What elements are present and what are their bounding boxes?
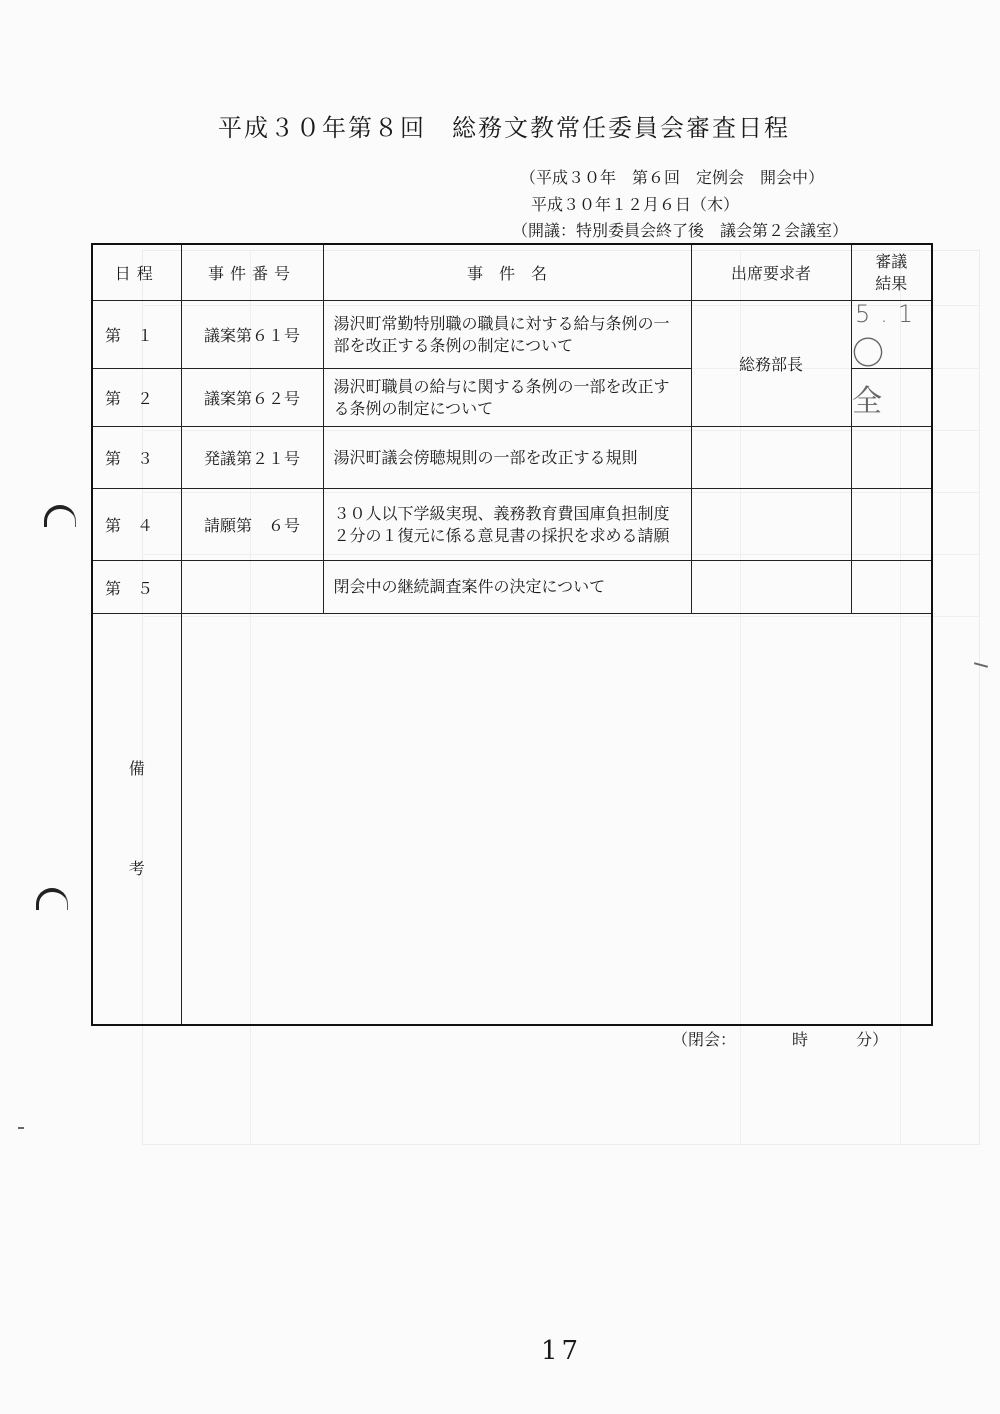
table-row: [92, 301, 932, 369]
handwritten-vote-count: 5.1: [855, 300, 924, 328]
scan-speck: [18, 1127, 24, 1129]
punch-hole: [36, 888, 68, 910]
remarks-row: [92, 614, 932, 1025]
header-schedule: 日程: [92, 244, 181, 301]
document-title: 平成３０年第８回 総務文教常任委員会審査日程: [218, 114, 790, 142]
result-cell: [851, 489, 932, 561]
table-row: [92, 489, 932, 561]
remarks-char: 考: [128, 858, 145, 878]
session-info: （平成３０年 第６回 定例会 開会中）: [520, 168, 825, 187]
case-number: 議案第６２号: [181, 369, 323, 427]
case-name: 閉会中の継続調査案件の決定について: [323, 561, 691, 614]
handwritten-unanimous: 全: [852, 384, 882, 419]
case-name: 湯沢町職員の給与に関する条例の一部を改正する条例の制定について: [323, 369, 691, 427]
header-attendance: 出席要求者: [691, 244, 851, 301]
header-result-line1: 審議: [875, 251, 908, 271]
punch-hole: [44, 505, 76, 527]
attendance-requested: 総務部長: [691, 301, 851, 427]
schedule-number: 第 ２: [92, 369, 181, 427]
table-row: [92, 427, 932, 489]
case-name: 湯沢町議会傍聴規則の一部を改正する規則: [323, 427, 691, 489]
case-number: 発議第２１号: [181, 427, 323, 489]
table-header-row: [92, 244, 932, 301]
case-number: 議案第６１号: [181, 301, 323, 369]
attendance-cell: [691, 427, 851, 489]
remarks-area: [181, 614, 932, 1025]
schedule-number: 第 １: [92, 301, 181, 369]
remarks-char: 備: [128, 758, 145, 778]
header-result-line2: 結果: [875, 273, 908, 293]
result-cell: [851, 427, 932, 489]
meeting-date: 平成３０年１２月６日（木）: [531, 195, 740, 214]
header-case-number: 事件番号: [181, 244, 323, 301]
header-result: [851, 244, 932, 301]
schedule-number: 第 ５: [92, 561, 181, 614]
result-cell: [851, 561, 932, 614]
schedule-table: [91, 243, 933, 1026]
table-row: [92, 561, 932, 614]
case-name: ３０人以下学級実現、義務教育費国庫負担制度２分の１復元に係る意見書の採択を求める請願: [323, 489, 691, 561]
case-number: [181, 561, 323, 614]
attendance-cell: [691, 489, 851, 561]
case-name: 湯沢町常勤特別職の職員に対する給与条例の一部を改正する条例の制定について: [323, 301, 691, 369]
case-number: 請願第 ６号: [181, 489, 323, 561]
closing-time: （閉会： 時 分）: [672, 1030, 889, 1049]
schedule-number: 第 ４: [92, 489, 181, 561]
handwritten-approved-mark: 〇: [852, 334, 885, 372]
schedule-number: 第 ３: [92, 427, 181, 489]
attendance-cell: [691, 561, 851, 614]
page-number: 17: [541, 1336, 583, 1366]
remarks-label: [92, 614, 181, 1025]
header-case-name: 事 件 名: [323, 244, 691, 301]
opening-info: （開議：特別委員会終了後 議会第２会議室）: [512, 221, 849, 240]
